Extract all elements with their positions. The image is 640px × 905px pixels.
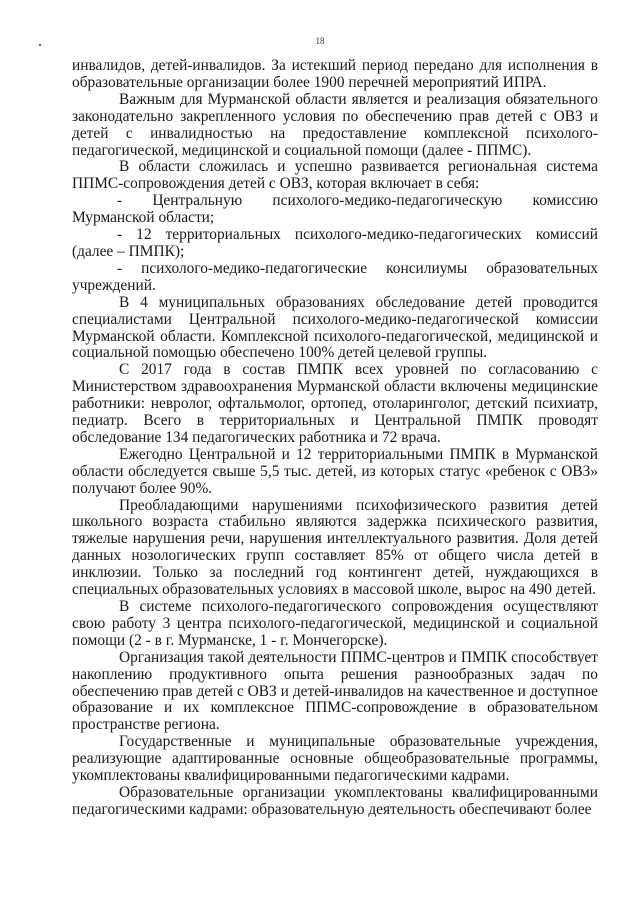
paragraph: Организация такой деятельности ППМС-центров и ПМПК способствует накоплению продуктивного опыта решения разнообразных задач по обеспечению прав детей с ОВЗ и детей-инвалидов на качественное и доступное образование и их комплексное ППМС-сопровождение в образовательном пространстве региона. [72, 648, 598, 734]
list-item: - 12 территориальных психолого-медико-педагогических комиссий (далее – ПМПК); [72, 226, 598, 260]
paragraph: Образовательные организации укомплектованы квалифицированными педагогическими кадрами: образовательную деятельность обеспечивают более [72, 783, 598, 818]
document-body [72, 58, 598, 819]
list-item: - психолого-медико-педагогические консилиумы образовательных учреждений. [72, 259, 598, 294]
page-number: 18 [315, 36, 325, 46]
paragraph: В системе психолого-педагогического сопровождения осуществляют свою работу 3 центра психолого-педагогической, медицинской и социальной помощи (2 - в г. Мурманске, 1 - г. Мончегорске). [72, 598, 598, 649]
paragraph: Ежегодно Центральной и 12 территориальными ПМПК в Мурманской области обследуется свыше 5,5 тыс. детей, из которых статус «ребенок с ОВЗ» получают более 90%. [72, 445, 598, 497]
paragraph: В 4 муниципальных образованиях обследование детей проводится специалистами Центральной психолого-медико-педагогической комиссии Мурманской области. Комплексной психолого-педагогической, медицинской и социальной помощью обеспечено 100% детей целевой группы. [72, 293, 598, 362]
list-item: - Центральную психолого-медико-педагогическую комиссию Мурманской области; [72, 192, 598, 227]
paragraph: Государственные и муниципальные образовательные учреждения, реализующие адаптированные основные общеобразовательные программы, укомплектованы квалифицированными педагогическими кадрами. [72, 733, 598, 785]
paragraph: С 2017 года в состав ПМПК всех уровней по согласованию с Министерством здравоохранения Мурманской области включены медицинские работники: невролог, офтальмолог, ортопед, отоларинголог, детский психиатр, педиатр. Всего в территориальных и Центральной ПМПК проводят обследование 134 педагогических работника и 72 врача. [72, 361, 598, 446]
paragraph: Преобладающими нарушениями психофизического развития детей школьного возраста стабильно являются задержка психического развития, тяжелые нарушения речи, нарушения интеллектуального развития. Доля детей данных нозологических групп составляет 85% от общего числа детей в инклюзии. Только за последний год контингент детей, нуждающихся в специальных образовательных условиях в массовой школе, вырос на 490 детей. [72, 496, 598, 599]
paragraph: В области сложилась и успешно развивается региональная система ППМС-сопровождения детей с ОВЗ, которая включает в себя: [72, 158, 598, 193]
paragraph: Важным для Мурманской области является и реализация обязательного законодательно закрепленного условия по обеспечению прав детей с ОВЗ и детей с инвалидностью на предоставление комплексной психолого-педагогической, медицинской и социальной помощи (далее - ППМС). [72, 90, 598, 159]
paragraph: инвалидов, детей-инвалидов. За истекший период передано для исполнения в образовательные организации более 1900 перечней мероприятий ИПРА. [72, 57, 598, 91]
